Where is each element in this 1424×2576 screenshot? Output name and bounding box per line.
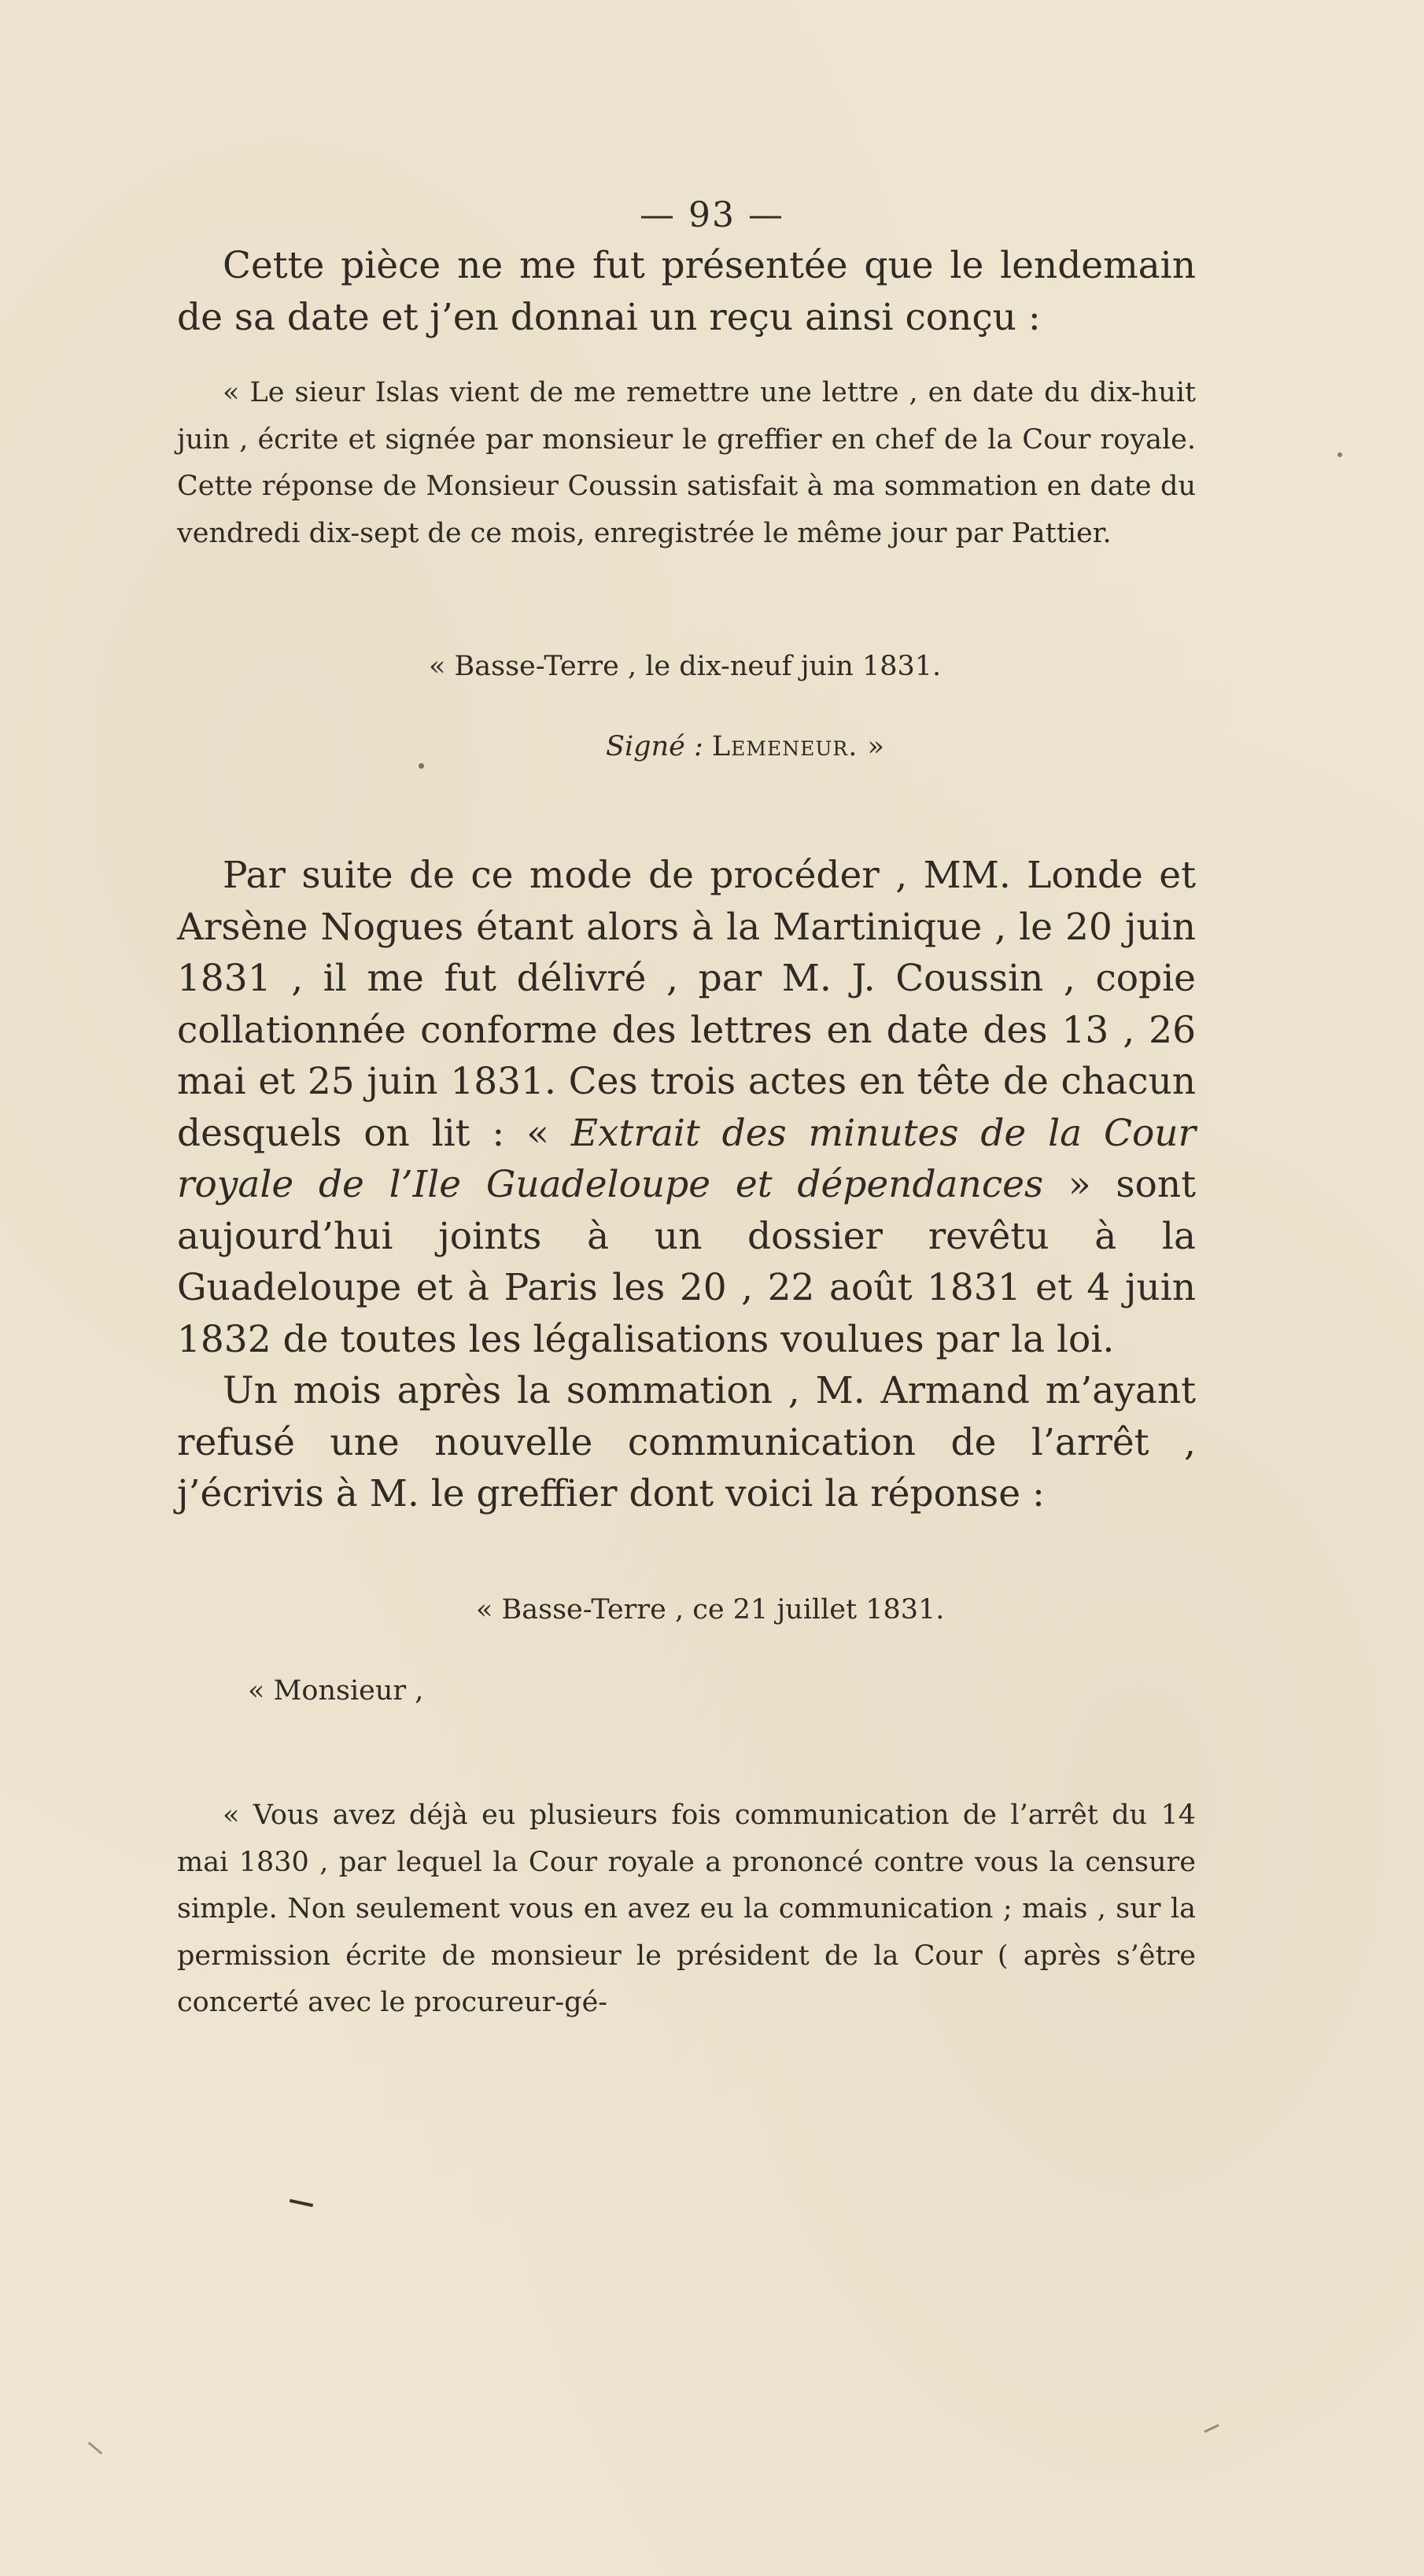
letter-salutation: « Monsieur , <box>248 1675 424 1707</box>
paragraph-procedure <box>177 850 1196 1365</box>
paper-speck <box>419 763 424 769</box>
paper-mark <box>1204 2424 1219 2433</box>
paragraph-procedure-start: Par suite de ce mode de procéder , MM. Londe et Arsène Nogues étant alors à la Martinique , le 20 juin 1831 , il me fut délivré , par M. J. Coussin , copie collationnée conforme des lettres en date des 13 , 26 mai et 25 juin 1831. Ces trois actes en tête de chacun desquels on lit : « <box>177 854 1196 1155</box>
extract-title: Extrait des minutes de la Cour royale de l’Ile Guadeloupe et dépendances <box>177 1111 1196 1206</box>
signature-name: Lemeneur. » <box>711 731 885 762</box>
signature-label: Signé : <box>606 731 703 762</box>
letter-place-date: « Basse-Terre , ce 21 juillet 1831. <box>476 1594 945 1626</box>
paper-mark <box>290 2199 313 2207</box>
quote-place-date: « Basse-Terre , le dix-neuf juin 1831. <box>429 651 942 682</box>
quote-signature <box>177 724 1196 771</box>
letter-body: « Vous avez déjà eu plusieurs fois communication de l’arrêt du 14 mai 1830 , par lequel la Cour royale a prononcé contre vous la censure simple. Non seulement vous en avez eu la communication ; mais , sur la permission écrite de monsieur le président de la Cour ( après s’être concerté avec le procureur-gé- <box>177 1799 1196 2018</box>
paper-speck <box>1337 452 1342 457</box>
quote-receipt: « Le sieur Islas vient de me remettre une lettre , en date du dix-huit juin , écrite et signée par monsieur le greffier en chef de la Cour royale. Cette réponse de Monsieur Coussin satisfait à ma sommation en date du vendredi dix-sept de ce mois, enregistrée le même jour par Pattier. <box>177 377 1196 549</box>
page-number: — 93 — <box>640 195 784 235</box>
paragraph-procedure-end: » sont aujourd’hui joints à un dossier revêtu à la Guadeloupe et à Paris les 20 , 22 août 1831 et 4 juin 1832 de toutes les légalisations voulues par la loi. <box>177 1163 1196 1361</box>
paragraph-receipt-intro: Cette pièce ne me fut présentée que le lendemain de sa date et j’en donnai un reçu ainsi conçu : <box>177 244 1196 339</box>
paragraph-refusal: Un mois après la sommation , M. Armand m’ayant refusé une nouvelle communication de l’arrêt , j’écrivis à M. le greffier dont voici la réponse : <box>177 1369 1196 1515</box>
paper-mark <box>88 2441 103 2454</box>
